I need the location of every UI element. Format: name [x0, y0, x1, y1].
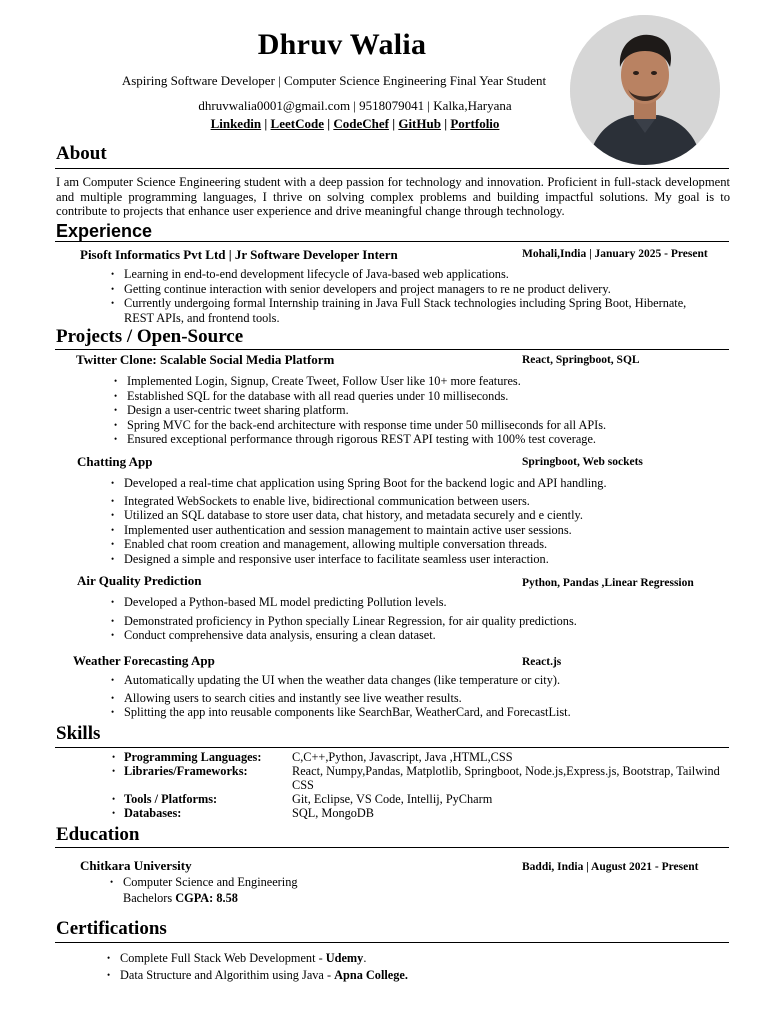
list-item: • Developed a real-time chat application using Spring Boot for the backend logic and API handling. [108, 476, 607, 491]
skill-value: React, Numpy,Pandas, Matplotlib, Springboot, Node.js,Express.js, Bootstrap, Tailwind CSS [292, 764, 720, 792]
list-item: • Utilized an SQL database to store user data, chat history, and metadata securely and e ciently. [108, 508, 607, 523]
list-item: • Enabled chat room creation and management, allowing multiple conversation threads. [108, 537, 607, 552]
education-details [107, 875, 298, 890]
certification-issuer: Udemy [325, 951, 364, 965]
section-divider [55, 942, 729, 943]
certification-name: Data Structure and Algorithim using Java - [120, 968, 335, 982]
list-item: • Implemented user authentication and session management to maintain active user sessions. [108, 523, 607, 538]
list-item [104, 950, 408, 967]
list-item: • Established SQL for the database with all read queries under 10 milliseconds. [111, 389, 606, 404]
list-item: • Computer Science and Engineering [107, 875, 298, 890]
list-item [104, 967, 408, 984]
project-title: Chatting App [77, 454, 153, 469]
list-item: • Automatically updating the UI when the weather data changes (like temperature or city). [108, 673, 571, 688]
list-item: • Allowing users to search cities and instantly see live weather results. [108, 691, 571, 706]
codechef-link[interactable]: CodeChef [333, 116, 389, 131]
certification-issuer: Apna College. [334, 968, 408, 982]
contact-line: dhruvwalia0001@gmail.com | 9518079041 | Kalka,Haryana [198, 98, 512, 113]
education-location-date: Baddi, India | August 2021 - Present [522, 861, 699, 873]
list-item: • Implemented Login, Signup, Create Tweet, Follow User like 10+ more features. [111, 374, 606, 389]
project-bullets [111, 374, 606, 447]
skill-value: SQL, MongoDB [292, 806, 374, 820]
project-bullets [108, 476, 607, 567]
education-school: Chitkara University [80, 858, 192, 873]
project-tech: React.js [522, 656, 562, 668]
skill-label: Libraries/Frameworks: [124, 764, 248, 778]
skill-label: Programming Languages: [124, 750, 262, 764]
project-tech: Springboot, Web sockets [522, 456, 643, 468]
list-item: • Designed a simple and responsive user interface to facilitate seamless user interaction. [108, 552, 607, 567]
education-program [123, 891, 238, 906]
experience-location-date: Mohali,India | January 2025 - Present [522, 248, 708, 260]
project-title: Air Quality Prediction [77, 573, 202, 588]
skills-list [110, 750, 730, 820]
skill-row [110, 750, 730, 764]
link-separator: | [440, 116, 451, 131]
skill-value: C,C++,Python, Javascript, Java ,HTML,CSS [292, 750, 513, 764]
candidate-name: Dhruv Walia [257, 28, 427, 61]
section-divider [55, 349, 729, 350]
project-title: Twitter Clone: Scalable Social Media Platform [76, 352, 335, 367]
list-item: • Learning in end-to-end development lifecycle of Java-based web applications. [108, 267, 708, 282]
list-item: • Demonstrated proficiency in Python specially Linear Regression, for air quality predictions. [108, 614, 577, 629]
section-title-projects: Projects / Open-Source [56, 326, 244, 347]
certification-end: . [363, 951, 367, 965]
list-item: • Developed a Python-based ML model predicting Pollution levels. [108, 595, 577, 610]
github-link[interactable]: GitHub [398, 116, 441, 131]
section-divider [55, 241, 729, 242]
list-item: • Splitting the app into reusable components like SearchBar, WeatherCard, and ForecastList. [108, 705, 571, 720]
link-separator: | [388, 116, 399, 131]
list-item: • Ensured exceptional performance through rigorous REST API testing with 100% test coverage. [111, 432, 606, 447]
skill-row [110, 764, 730, 792]
list-item: • Integrated WebSockets to enable live, bidirectional communication between users. [108, 494, 607, 509]
section-title-certifications: Certifications [56, 918, 167, 939]
project-bullets [108, 595, 577, 643]
certification-name: Complete Full Stack Web Development - [120, 951, 326, 965]
link-separator: | [261, 116, 271, 131]
linkedin-link[interactable]: Linkedin [210, 116, 262, 131]
experience-bullets [108, 267, 708, 325]
tagline: Aspiring Software Developer | Computer Science Engineering Final Year Student [121, 73, 547, 88]
link-separator: | [323, 116, 334, 131]
section-title-skills: Skills [56, 723, 101, 744]
skill-label: Databases: [124, 806, 182, 820]
leetcode-link[interactable]: LeetCode [270, 116, 324, 131]
skill-value: Git, Eclipse, VS Code, Intellij, PyCharm [292, 792, 493, 806]
project-tech: Python, Pandas ,Linear Regression [522, 577, 694, 589]
cgpa: CGPA: 8.58 [175, 891, 238, 905]
list-item: • Currently undergoing formal Internship training in Java Full Stack technologies including Spring Boot, Hibernate, REST APIs, and frontend tools. [108, 296, 708, 325]
section-title-experience: Experience [56, 221, 153, 241]
skill-row [110, 792, 730, 806]
project-title: Weather Forecasting App [73, 653, 215, 668]
section-divider [55, 168, 729, 169]
section-title-about: About [56, 143, 107, 164]
profile-photo [570, 15, 720, 165]
project-bullets [108, 673, 571, 720]
section-divider [55, 747, 729, 748]
experience-company-role: Pisoft Informatics Pvt Ltd | Jr Software Developer Intern [80, 247, 398, 262]
skill-row [110, 806, 730, 820]
degree-level: Bachelors [123, 891, 173, 905]
project-tech: React, Springboot, SQL [522, 354, 640, 366]
about-text: I am Computer Science Engineering student with a deep passion for technology and innovation. Proficient in full-stack development and multiple programming languages, I thrive on solving complex problems and building impactful solutions. My goal is to contribute to projects that enhance user experience and drive meaningful change through technology. [56, 175, 730, 218]
skill-label: Tools / Platforms: [124, 792, 218, 806]
list-item: • Conduct comprehensive data analysis, ensuring a clean dataset. [108, 628, 577, 643]
list-item: • Getting continue interaction with senior developers and project managers to re ne product delivery. [108, 282, 708, 297]
certifications-list [104, 950, 408, 984]
section-divider [55, 847, 729, 848]
portfolio-link[interactable]: Portfolio [450, 116, 500, 131]
list-item: • Spring MVC for the back-end architecture with response time under 50 milliseconds for all APIs. [111, 418, 606, 433]
section-title-education: Education [56, 824, 140, 845]
list-item: • Design a user-centric tweet sharing platform. [111, 403, 606, 418]
